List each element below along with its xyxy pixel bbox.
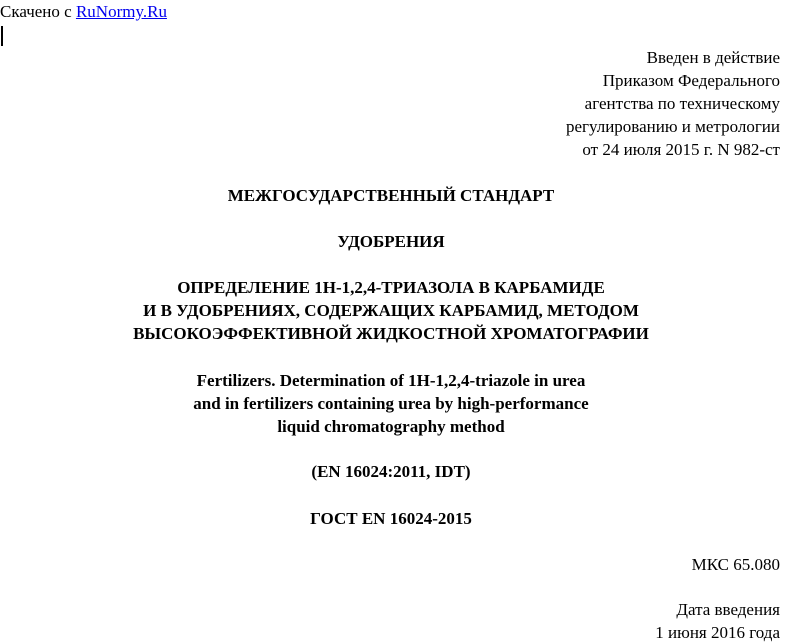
runormy-link[interactable]: RuNormy.Ru [75,2,167,21]
designation: ГОСТ EN 16024-2015 [310,509,472,528]
title-ru-line: ВЫСОКОЭФФЕКТИВНОЙ ЖИДКОСТНОЙ ХРОМАТОГРАФИИ [133,324,649,343]
adoption-line: Приказом Федерального [602,71,780,90]
introduction-date-value: 1 июня 2016 года [655,623,780,642]
russian-title [0,276,782,345]
adoption-line: от 24 июля 2015 г. N 982-ст [582,140,780,159]
english-title [0,369,782,438]
title-en-line: Fertilizers. Determination of 1H-1,2,4-triazole in urea [196,371,586,390]
title-en-line: liquid chromatography method [277,417,505,436]
subject-heading [0,230,782,253]
adoption-line: агентства по техническому [584,94,780,113]
title-ru-line: ОПРЕДЕЛЕНИЕ 1H-1,2,4-ТРИАЗОЛА В КАРБАМИДЕ [177,278,605,297]
title-ru-line: И В УДОБРЕНИЯХ, СОДЕРЖАЩИХ КАРБАМИД, МЕТОДОМ [143,301,639,320]
title-en-line: and in fertilizers containing urea by high-performance [193,394,589,413]
adoption-line: Введен в действие [646,48,780,67]
text-cursor [1,26,3,46]
subject: УДОБРЕНИЯ [337,232,445,251]
equivalence-note [0,460,782,483]
source-prefix: Скачено с [0,2,76,21]
standard-type: МЕЖГОСУДАРСТВЕННЫЙ СТАНДАРТ [227,186,555,205]
classification-code: МКС 65.080 [691,555,780,574]
standard-designation [0,507,782,530]
adoption-line: регулированию и метрологии [565,117,780,136]
introduction-date-label: Дата введения [676,600,780,619]
source-line [0,1,167,23]
equivalence: (EN 16024:2011, IDT) [311,462,471,481]
standard-type-heading [0,184,782,207]
adoption-notice [566,46,780,161]
